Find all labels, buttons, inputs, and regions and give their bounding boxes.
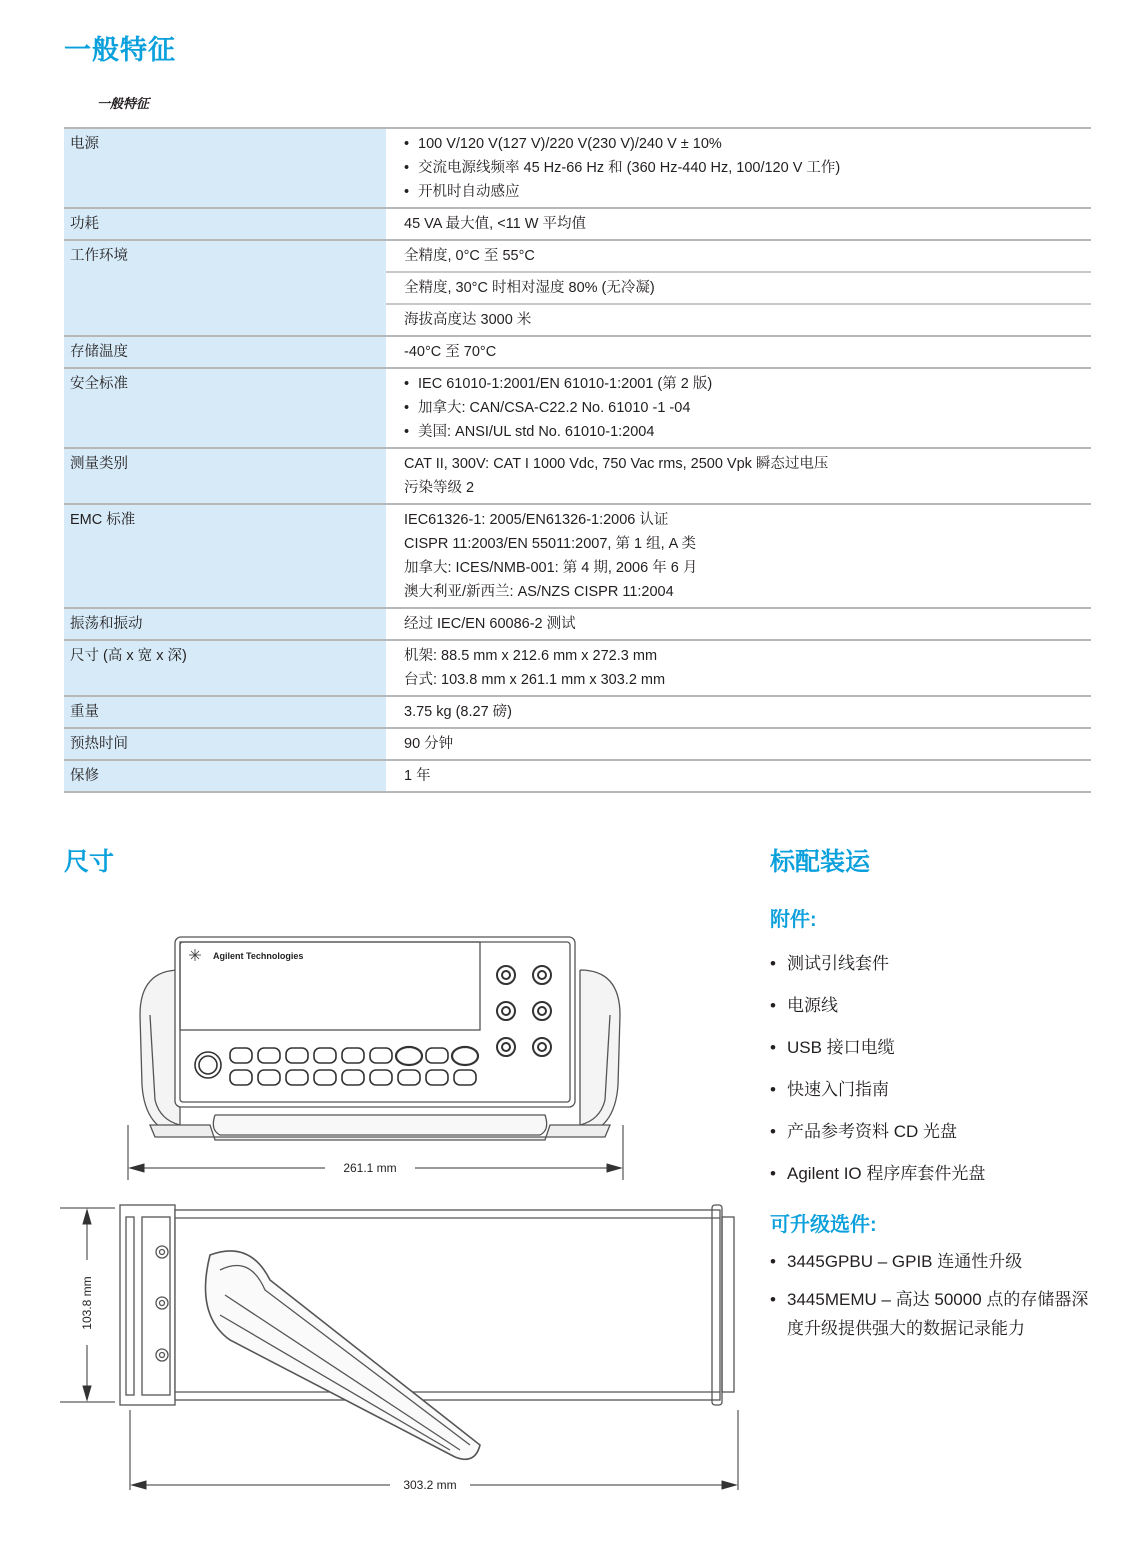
spec-label: 电源: [64, 128, 386, 208]
table-row: [64, 336, 1091, 368]
list-item: • Agilent IO 程序库套件光盘: [770, 1153, 985, 1195]
list-item: • 测试引线套件: [770, 943, 985, 985]
spec-label: 振荡和振动: [64, 608, 386, 640]
spec-value: 45 VA 最大值, <11 W 平均值: [386, 208, 1091, 240]
table-row: [64, 640, 1091, 696]
spec-value: 经过 IEC/EN 60086-2 测试: [386, 608, 1091, 640]
spec-value: CAT II, 300V: CAT I 1000 Vdc, 750 Vac rms, 2500 Vpk 瞬态过电压 污染等级 2: [386, 448, 1091, 504]
spec-value: • IEC 61010-1:2001/EN 61010-1:2001 (第 2 版) • 加拿大: CAN/CSA-C22.2 No. 61010 -1 -04 • 美国: ANSI/UL std No. 61010-1:2004: [386, 368, 1091, 448]
list-item: • 3445MEMU – 高达 50000 点的存储器深度升级提供强大的数据记录能力: [770, 1285, 1100, 1343]
table-row: [64, 208, 1091, 240]
spec-value: 90 分钟: [386, 728, 1091, 760]
spec-value: -40°C 至 70°C: [386, 336, 1091, 368]
spec-label: 尺寸 (高 x 宽 x 深): [64, 640, 386, 696]
spec-label: 安全标准: [64, 368, 386, 448]
spec-value: 全精度, 30°C 时相对湿度 80% (无冷凝): [386, 272, 1091, 304]
table-row: [64, 608, 1091, 640]
spec-value: 机架: 88.5 mm x 212.6 mm x 272.3 mm 台式: 103.8 mm x 261.1 mm x 303.2 mm: [386, 640, 1091, 696]
page-title: 一般特征: [64, 35, 176, 65]
spec-value: IEC61326-1: 2005/EN61326-1:2006 认证 CISPR 11:2003/EN 55011:2007, 第 1 组, A 类 加拿大: ICES/NMB-001: 第 4 期, 2006 年 6 月 澳大利亚/新西兰: AS/NZS CISPR 11:2004: [386, 504, 1091, 608]
spec-label: [64, 272, 386, 304]
table-row: [64, 272, 1091, 304]
spec-value: • 100 V/120 V(127 V)/220 V(230 V)/240 V ± 10% • 交流电源线频率 45 Hz-66 Hz 和 (360 Hz-440 Hz, 100/120 V 工作) • 开机时自动感应: [386, 128, 1091, 208]
table-row: [64, 304, 1091, 336]
list-item: • 产品参考资料 CD 光盘: [770, 1111, 985, 1153]
table-row: [64, 240, 1091, 272]
spec-label: EMC 标准: [64, 504, 386, 608]
upgrades-list: [770, 1247, 1100, 1352]
spec-label: 预热时间: [64, 728, 386, 760]
accessories-list: [770, 943, 985, 1195]
spec-value: 1 年: [386, 760, 1091, 792]
height-dimension-label: 103.8 mm: [80, 1276, 94, 1330]
list-item: • 电源线: [770, 985, 985, 1027]
table-row: [64, 448, 1091, 504]
table-row: [64, 504, 1091, 608]
table-row: [64, 728, 1091, 760]
spec-table: [64, 127, 1091, 793]
table-row: [64, 368, 1091, 448]
spec-label: 保修: [64, 760, 386, 792]
depth-dimension-label: 303.2 mm: [403, 1478, 457, 1492]
width-dimension-label: 261.1 mm: [343, 1161, 397, 1175]
list-item: • 快速入门指南: [770, 1069, 985, 1111]
table-caption: 一般特征: [97, 96, 150, 111]
accessories-heading: 附件:: [770, 909, 817, 931]
spec-value: 全精度, 0°C 至 55°C: [386, 240, 1091, 272]
spec-label: 重量: [64, 696, 386, 728]
list-item: • 3445GPBU – GPIB 连通性升级: [770, 1247, 1100, 1276]
spec-value: 海拔高度达 3000 米: [386, 304, 1091, 336]
table-row: [64, 128, 1091, 208]
spec-label: 测量类别: [64, 448, 386, 504]
front-view-drawing: [120, 925, 640, 1180]
shipping-heading: 标配装运: [770, 848, 871, 876]
spec-label: 工作环境: [64, 240, 386, 272]
spec-label: 功耗: [64, 208, 386, 240]
spec-label: [64, 304, 386, 336]
spec-value: 3.75 kg (8.27 磅): [386, 696, 1091, 728]
list-item: • USB 接口电缆: [770, 1027, 985, 1069]
side-view-drawing: [60, 1195, 750, 1500]
dimensions-heading: 尺寸: [64, 848, 115, 876]
brand-label: Agilent Technologies: [213, 951, 304, 961]
upgrades-heading: 可升级选件:: [770, 1214, 877, 1236]
spec-label: 存储温度: [64, 336, 386, 368]
table-row: [64, 760, 1091, 792]
table-row: [64, 696, 1091, 728]
